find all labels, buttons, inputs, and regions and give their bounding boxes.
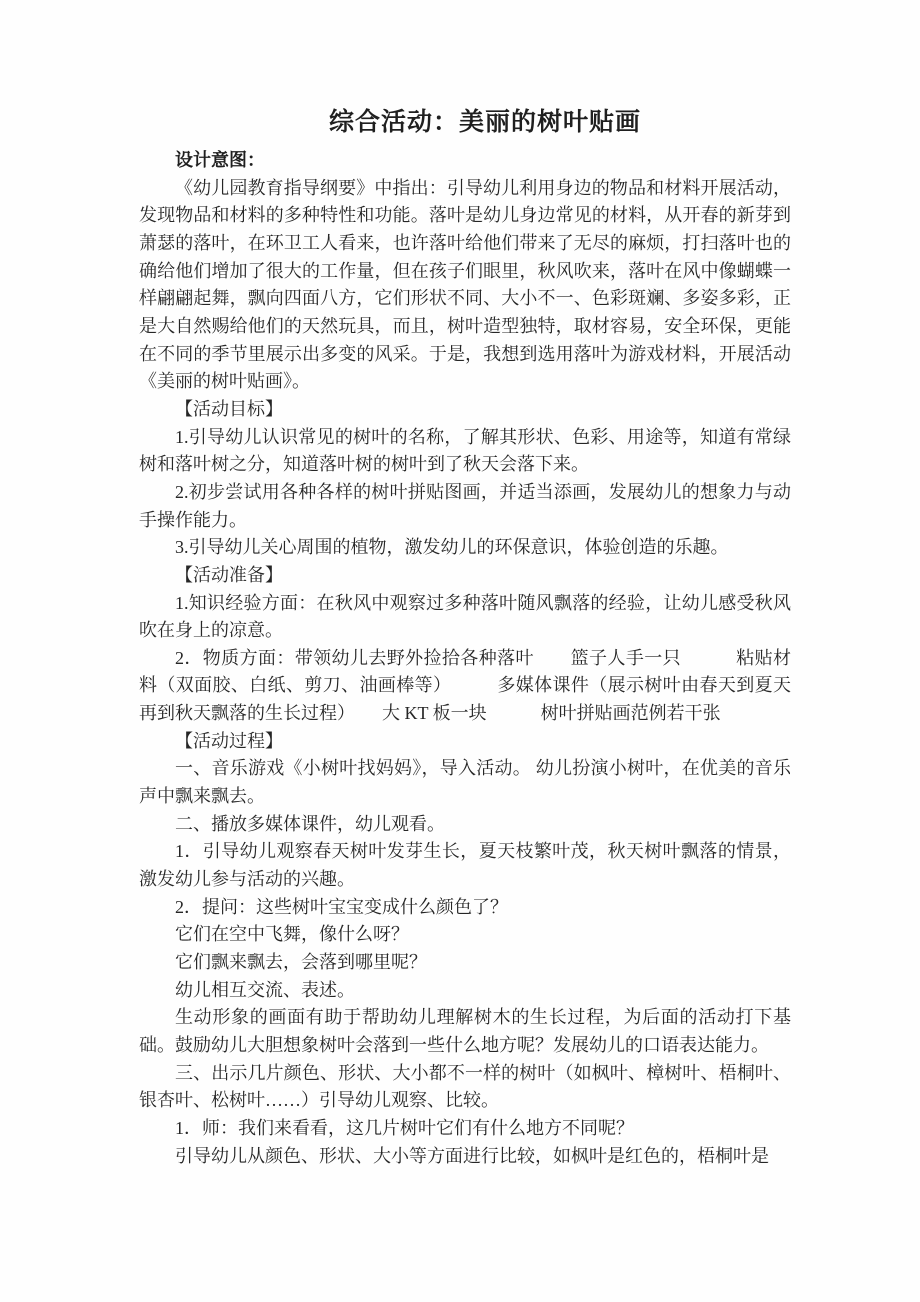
paragraph: 一、音乐游戏《小树叶找妈妈》，导入活动。 幼儿扮演小树叶，在优美的音乐声中飘来飘去。 [139, 758, 791, 807]
paragraph: 2．提问：这些树叶宝宝变成什么颜色了？ [175, 896, 508, 917]
paragraph: 《幼儿园教育指导纲要》中指出：引导幼儿利用身边的物品和材料开展活动，发现物品和材料的多种特性和功能。落叶是幼儿身边常见的材料，从开春的新芽到萧瑟的落叶，在环卫工人看来，也许落叶给他们带来了无尽的麻烦，打扫落叶也的确给他们增加了很大的工作量，但在孩子们眼里，秋风吹来，落叶在风中像蝴蝶一样翩翩起舞，飘向四面八方，它们形状不同、大小不一、色彩斑斓、多姿多彩，正是大自然赐给他们的天然玩具，而且，树叶造型独特，取材容易，安全环保，更能在不同的季节里展示出多变的风采。于是，我想到选用落叶为游戏材料，开展活动《美丽的树叶贴画》。 [139, 177, 791, 392]
paragraph: 3.引导幼儿关心周围的植物，激发幼儿的环保意识，体验创造的乐趣。 [175, 537, 729, 558]
paragraph: 1.知识经验方面：在秋风中观察过多种落叶随风飘落的经验，让幼儿感受秋风吹在身上的凉意。 [139, 592, 791, 641]
paragraph: 引导幼儿从颜色、形状、大小等方面进行比较，如枫叶是红色的，梧桐叶是 [175, 1145, 769, 1166]
document-title: 综合活动：美丽的树叶贴画 [328, 109, 641, 136]
paragraph: 它们在空中飞舞，像什么呀？ [175, 924, 409, 945]
paragraph: 1．引导幼儿观察春天树叶发芽生长，夏天枝繁叶茂，秋天树叶飘落的情景，激发幼儿参与活动的兴趣。 [139, 841, 791, 890]
paragraph: 【活动过程】 [175, 730, 283, 751]
paragraph: 2．物质方面：带领幼儿去野外捡拾各种落叶 篮子人手一只 粘贴材料（双面胶、白纸、剪刀、油画棒等） 多媒体课件（展示树叶由春天到夏天再到秋天飘落的生长过程） 大 KT 板一块 树叶拼贴画范例若干张 [139, 647, 791, 724]
paragraph: 1.引导幼儿认识常见的树叶的名称，了解其形状、色彩、用途等，知道有常绿树和落叶树之分，知道落叶树的树叶到了秋天会落下来。 [139, 426, 791, 475]
paragraph: 它们飘来飘去，会落到哪里呢？ [175, 952, 427, 973]
paragraph: 【活动目标】 [175, 398, 283, 419]
paragraph: 幼儿相互交流、表述。 [175, 979, 355, 1000]
section-heading: 设计意图： [175, 150, 265, 170]
paragraph: 【活动准备】 [175, 564, 283, 585]
paragraph: 1．师：我们来看看，这几片树叶它们有什么地方不同呢？ [175, 1117, 634, 1138]
document-body [139, 147, 791, 1170]
paragraph: 二、播放多媒体课件，幼儿观看。 [175, 813, 445, 834]
paragraph: 生动形象的画面有助于帮助幼儿理解树木的生长过程，为后面的活动打下基础。鼓励幼儿大胆想象树叶会落到一些什么地方呢？发展幼儿的口语表达能力。 [139, 1007, 791, 1055]
paragraph: 三、出示几片颜色、形状、大小都不一样的树叶（如枫叶、樟树叶、梧桐叶、银杏叶、松树叶……）引导幼儿观察、比较。 [139, 1062, 791, 1111]
paragraph: 2.初步尝试用各种各样的树叶拼贴图画，并适当添画，发展幼儿的想象力与动手操作能力。 [139, 481, 791, 530]
